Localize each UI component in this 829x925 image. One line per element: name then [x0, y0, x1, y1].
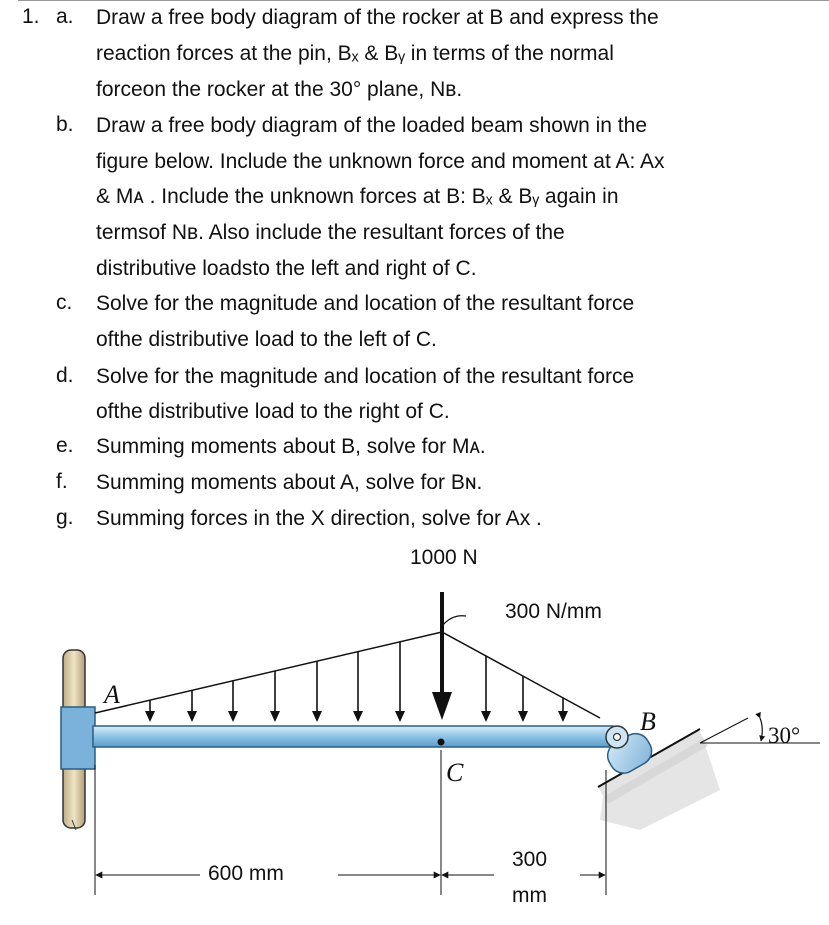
item-line: Summing forces in the X direction, solve for Aх . [96, 507, 542, 530]
item-line: ofthe distributive load to the left of C. [96, 328, 437, 351]
dimension-right-unit: mm [512, 884, 547, 907]
point-c-dot [438, 739, 445, 746]
dimension-lines [95, 765, 606, 895]
item-letter: g. [56, 506, 74, 529]
item-line: Draw a free body diagram of the rocker at B and express the [96, 6, 659, 29]
distributed-load [95, 632, 600, 718]
distributed-load-label: 300 N/mm [505, 600, 602, 623]
dimension-right-value: 300 [512, 848, 548, 871]
label-c: C [446, 758, 464, 787]
item-line: Solve for the magnitude and location of the resultant force [96, 365, 635, 388]
angle-indicator [700, 718, 820, 743]
item-line: distributive loadsto the left and right of C. [96, 257, 477, 280]
item-letter: f. [56, 470, 68, 493]
load-arrow-head [270, 711, 280, 722]
load-arrow-head [187, 711, 197, 722]
label-b: B [640, 707, 656, 736]
load-arrow-head [228, 711, 238, 722]
load-arrow-head [558, 711, 568, 722]
item-line: forceon the rocker at the 30° plane, Nʙ. [96, 78, 463, 101]
item-line: Solve for the magnitude and location of the resultant force [96, 292, 635, 315]
label-a: A [104, 680, 120, 709]
point-load-arrow [432, 592, 466, 720]
dimension-left-label: 600 mm [208, 862, 284, 885]
item-letter: a. [56, 5, 74, 28]
item-letter: b. [56, 113, 74, 136]
item-letter: c. [56, 291, 73, 314]
load-arrows [145, 642, 568, 722]
beam [93, 726, 613, 800]
item-line: Draw a free body diagram of the loaded beam shown in the [96, 114, 647, 137]
problem-number: 1. [22, 5, 40, 28]
angle-label: 30° [768, 723, 801, 748]
point-load-label: 1000 N [410, 546, 478, 569]
item-letter: d. [56, 364, 74, 387]
load-arrow-head [518, 711, 528, 722]
load-arrow-head [145, 711, 155, 722]
item-line: reaction forces at the pin, Bₓ & Bᵧ in terms of the normal [96, 42, 614, 65]
item-letter: e. [56, 434, 74, 457]
load-arrow-head [312, 711, 322, 722]
load-arrow-head [395, 711, 405, 722]
load-arrow-head [481, 711, 491, 722]
load-arrow-head [353, 711, 363, 722]
wall-support [61, 650, 95, 830]
item-line: ofthe distributive load to the right of C. [96, 400, 450, 423]
item-line: figure below. Include the unknown force and moment at A: Aх [96, 150, 665, 173]
item-line: Summing moments about B, solve for Mᴀ. [96, 435, 486, 458]
item-line: & Mᴀ . Include the unknown forces at B: Bₓ & Bᵧ again in [96, 185, 619, 208]
item-line: termsof Nʙ. Also include the resultant forces of the [96, 221, 565, 244]
item-line: Summing moments about A, solve for Bɴ. [96, 471, 483, 494]
